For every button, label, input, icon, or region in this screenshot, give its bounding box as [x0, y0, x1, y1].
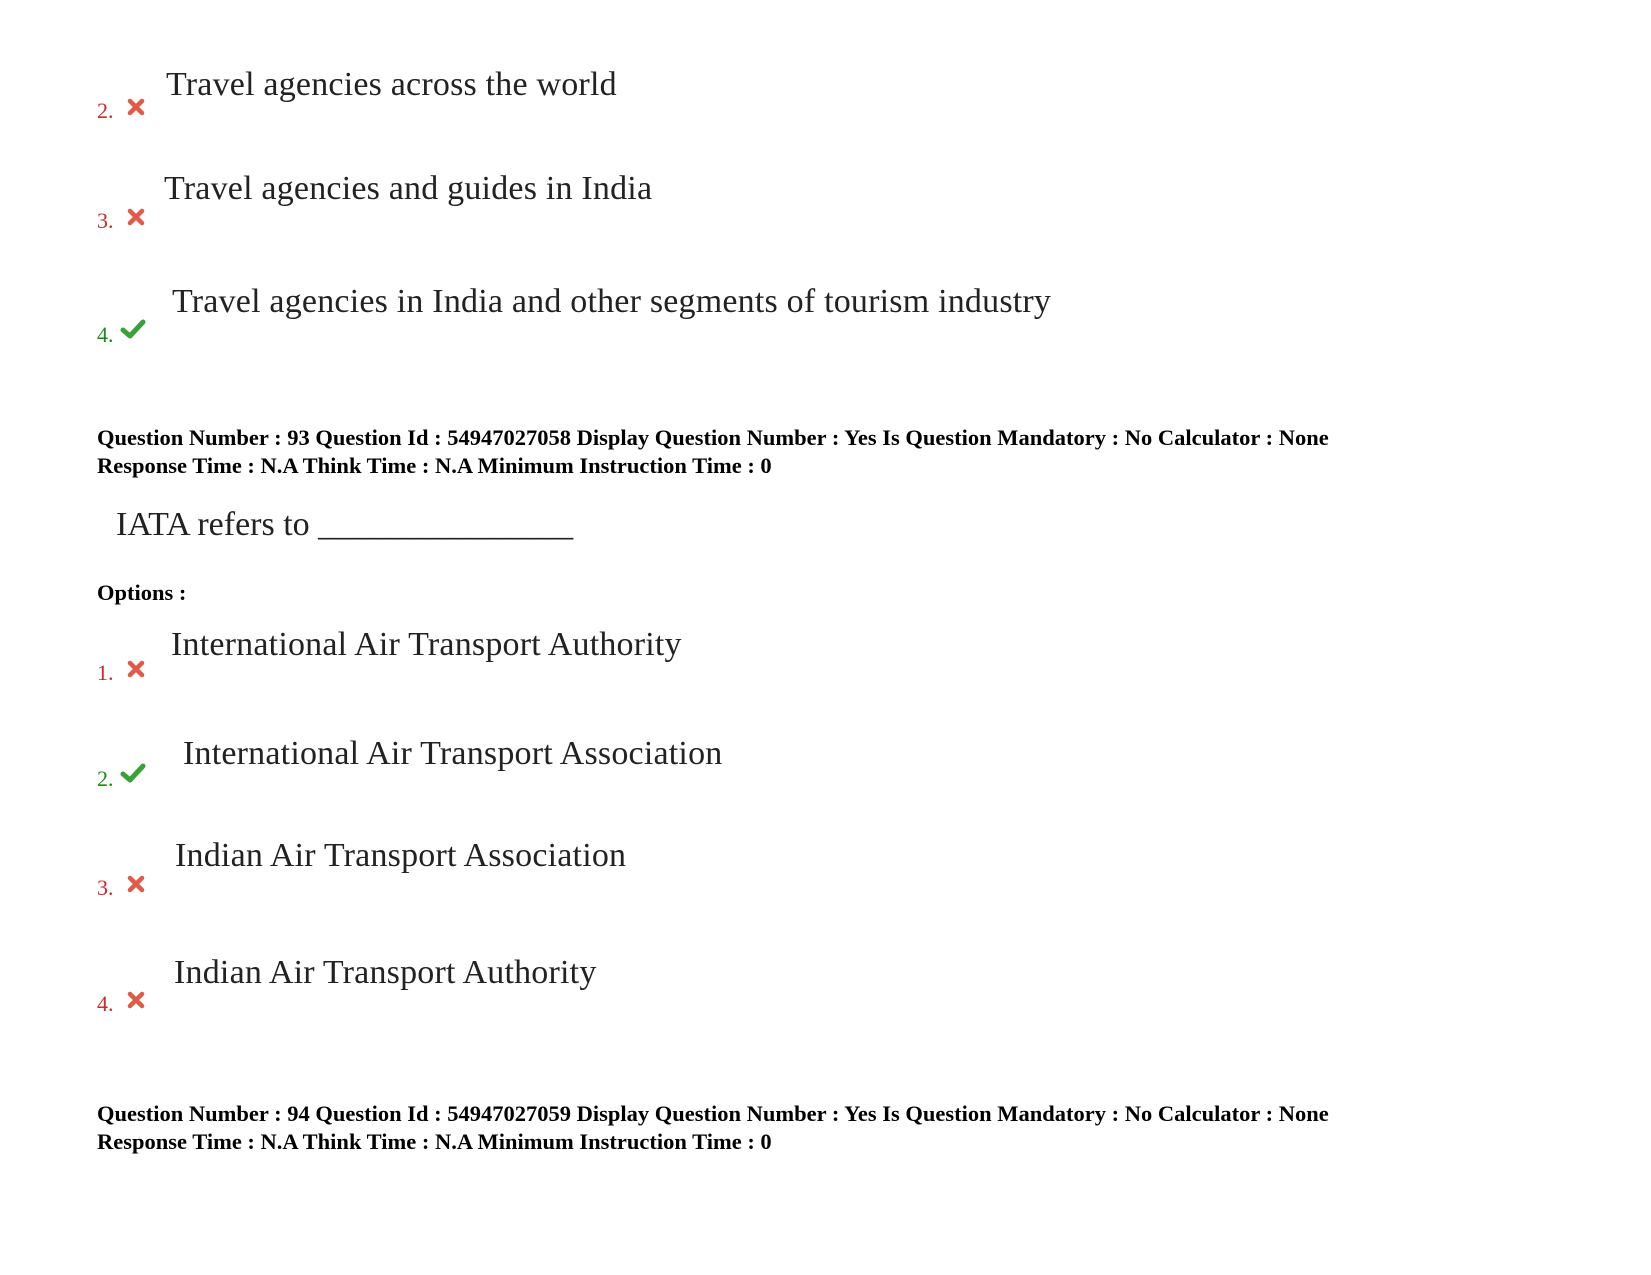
- option-number: 4.: [97, 991, 114, 1016]
- option-text: International Air Transport Association: [183, 735, 723, 772]
- option-number: 3.: [97, 875, 114, 900]
- option-text: Indian Air Transport Association: [175, 837, 627, 874]
- option-number: 1.: [97, 660, 114, 685]
- cross-icon: [125, 989, 147, 1011]
- cross-icon: [125, 658, 147, 680]
- question-meta-93: [97, 424, 1329, 480]
- meta-line-2: Response Time : N.A Think Time : N.A Minimum Instruction Time : 0: [97, 453, 772, 478]
- option-text: International Air Transport Authority: [171, 626, 682, 663]
- option-text: Travel agencies in India and other segments of tourism industry: [172, 283, 1052, 320]
- option-number: 3.: [97, 208, 114, 233]
- option-number: 2.: [97, 766, 114, 791]
- cross-icon: [125, 873, 147, 895]
- option-number: 2.: [97, 98, 114, 123]
- check-icon: [120, 318, 146, 340]
- cross-icon: [125, 96, 147, 118]
- cross-icon: [125, 206, 147, 228]
- meta-line-1: Question Number : 94 Question Id : 54947027059 Display Question Number : Yes Is Question Mandatory : No Calculator : None: [97, 1101, 1329, 1126]
- check-icon: [120, 762, 146, 784]
- question-meta-94: [97, 1100, 1329, 1156]
- meta-line-1: Question Number : 93 Question Id : 54947027058 Display Question Number : Yes Is Question Mandatory : No Calculator : None: [97, 425, 1329, 450]
- option-number: 4.: [97, 322, 114, 347]
- meta-line-2: Response Time : N.A Think Time : N.A Minimum Instruction Time : 0: [97, 1129, 772, 1154]
- option-text: Indian Air Transport Authority: [174, 954, 597, 991]
- option-text: Travel agencies and guides in India: [164, 170, 653, 207]
- question-text-93: IATA refers to _______________: [116, 506, 574, 543]
- option-text: Travel agencies across the world: [166, 66, 617, 103]
- options-label: Options :: [97, 580, 187, 605]
